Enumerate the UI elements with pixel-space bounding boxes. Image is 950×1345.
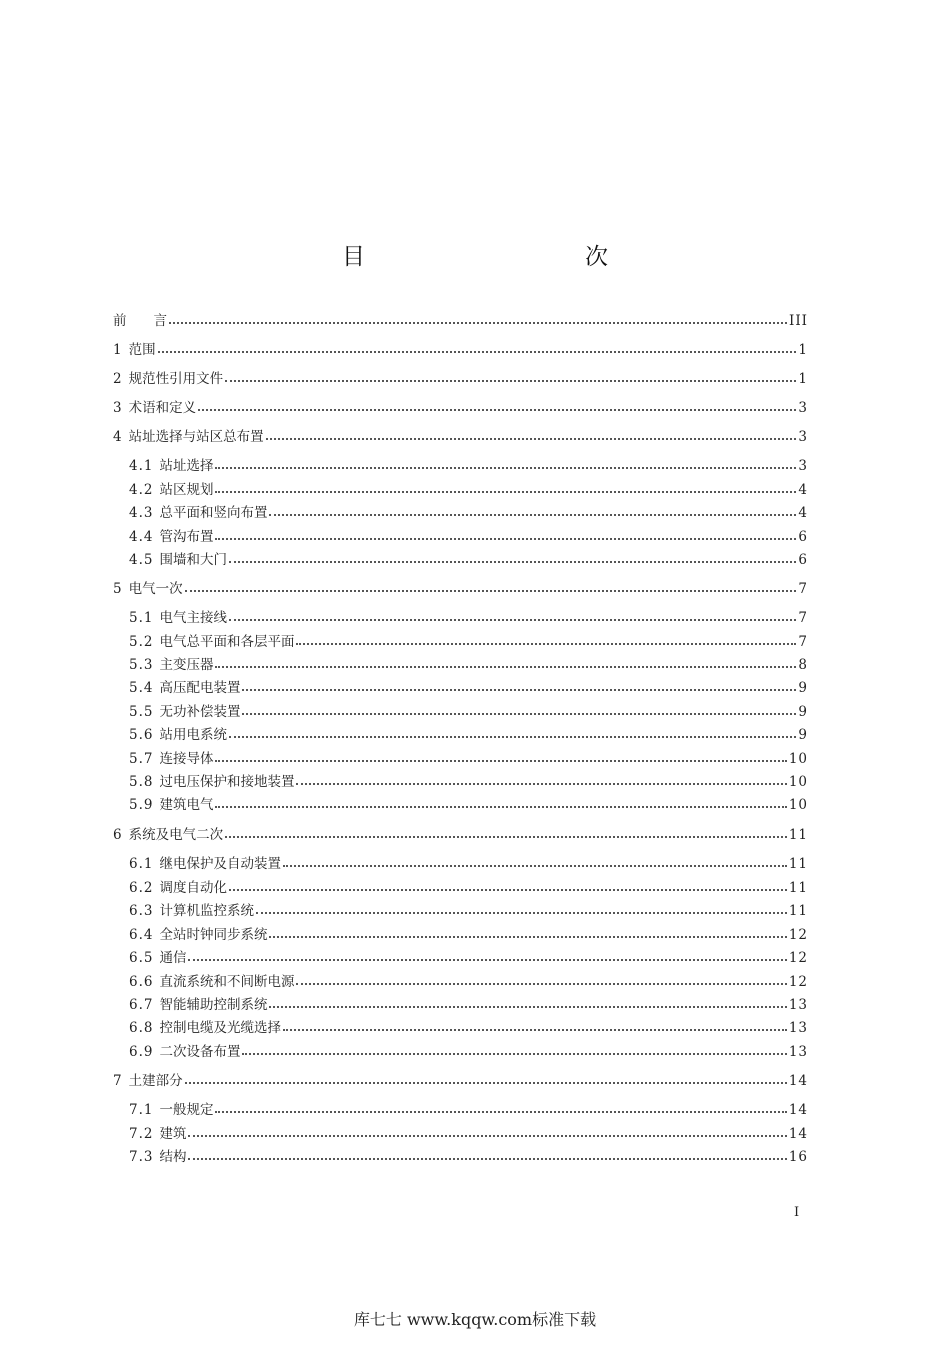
toc-entry[interactable]	[129, 455, 808, 477]
toc-entry-number: 7.3	[129, 1149, 154, 1165]
toc-entry-label: 通信	[159, 950, 187, 966]
toc-entry-label: 规范性引用文件	[128, 371, 224, 387]
toc-entry-page: 11	[788, 856, 808, 872]
toc-entry[interactable]	[113, 310, 808, 332]
toc-entry-page: 9	[798, 680, 808, 696]
toc-entry-label: 全站时钟同步系统	[159, 927, 268, 943]
toc-entry-page: 4	[798, 505, 808, 521]
toc-entry[interactable]	[129, 607, 808, 629]
toc-entry[interactable]	[129, 877, 808, 899]
toc-entry-page: 11	[788, 880, 808, 896]
toc-entry-label: 控制电缆及光缆选择	[159, 1020, 281, 1036]
toc-leader-dots	[283, 864, 787, 867]
toc-entry[interactable]	[129, 1099, 808, 1121]
toc-entry-label: 二次设备布置	[159, 1044, 241, 1060]
toc-entry-number: 4	[113, 429, 123, 445]
toc-entry[interactable]	[129, 853, 808, 875]
page-title: 目 次	[342, 244, 666, 270]
toc-leader-dots	[229, 560, 796, 563]
toc-entry-page: 9	[798, 704, 808, 720]
toc-entry-label: 结构	[159, 1149, 187, 1165]
toc-entry-page: 11	[788, 827, 808, 843]
toc-leader-dots	[215, 1110, 786, 1113]
toc-entry-number: 7.2	[129, 1126, 154, 1142]
toc-entry[interactable]	[129, 677, 808, 699]
toc-leader-dots	[185, 589, 797, 592]
toc-entry-number: 4.2	[129, 482, 154, 498]
toc-entry-number: 6.2	[129, 880, 154, 896]
toc-entry-page: 7	[798, 634, 808, 650]
toc-entry-page: 4	[798, 482, 808, 498]
toc-entry-page: 3	[798, 400, 808, 416]
toc-leader-dots	[188, 1134, 786, 1137]
toc-entry[interactable]	[129, 900, 808, 922]
toc-leader-dots	[242, 712, 796, 715]
toc-entry-page: III	[789, 313, 808, 329]
toc-entry-number: 4.1	[129, 458, 154, 474]
toc-entry[interactable]	[129, 924, 808, 946]
toc-entry[interactable]	[129, 526, 808, 548]
toc-leader-dots	[185, 1081, 787, 1084]
toc-entry-page: 6	[798, 552, 808, 568]
toc-leader-dots	[215, 466, 796, 469]
toc-entry-label: 高压配电装置	[159, 680, 241, 696]
toc-entry[interactable]	[129, 1041, 808, 1063]
toc-entry-label: 建筑	[159, 1126, 187, 1142]
toc-leader-dots	[215, 490, 796, 493]
toc-entry[interactable]	[129, 724, 808, 746]
toc-entry[interactable]	[113, 426, 808, 448]
toc-entry-label: 电气主接线	[159, 610, 227, 626]
toc-entry[interactable]	[113, 1070, 808, 1092]
toc-leader-dots	[283, 1028, 787, 1031]
toc-entry-page: 3	[798, 458, 808, 474]
toc-entry-number: 5.3	[129, 657, 154, 673]
toc-entry-page: 10	[788, 797, 808, 813]
toc-entry[interactable]	[113, 368, 808, 390]
toc-entry-label: 建筑电气	[159, 797, 214, 813]
toc-entry-page: 11	[788, 903, 808, 919]
toc-entry-label: 继电保护及自动装置	[159, 856, 281, 872]
toc-entry-page: 9	[798, 727, 808, 743]
toc-entry-number: 5.9	[129, 797, 154, 813]
toc-entry-page: 13	[788, 1020, 808, 1036]
toc-entry-label: 前 言	[113, 313, 167, 329]
toc-leader-dots	[215, 665, 796, 668]
toc-entry-number: 6.3	[129, 903, 154, 919]
footer-watermark: 库七七 www.kqqw.com标准下载	[353, 1310, 597, 1329]
toc-leader-dots	[225, 835, 787, 838]
toc-entry-label: 无功补偿装置	[159, 704, 241, 720]
toc-entry-page: 12	[788, 950, 808, 966]
toc-entry-number: 5.8	[129, 774, 154, 790]
toc-entry-label: 计算机监控系统	[159, 903, 254, 919]
toc-entry-page: 12	[788, 974, 808, 990]
toc-entry[interactable]	[129, 994, 808, 1016]
toc-entry-label: 调度自动化	[159, 880, 227, 896]
toc-entry-label: 土建部分	[128, 1073, 183, 1089]
toc-leader-dots	[269, 1005, 786, 1008]
toc-entry-label: 站区规划	[159, 482, 214, 498]
toc-entry-page: 16	[788, 1149, 808, 1165]
toc-entry-number: 5.5	[129, 704, 154, 720]
toc-entry[interactable]	[129, 701, 808, 723]
toc-leader-dots	[225, 379, 796, 382]
toc-entry-number: 5.7	[129, 751, 154, 767]
toc-leader-dots	[229, 735, 796, 738]
toc-leader-dots	[169, 321, 787, 324]
toc-leader-dots	[269, 513, 796, 516]
toc-entry-label: 管沟布置	[159, 529, 214, 545]
toc-entry-label: 智能辅助控制系统	[159, 997, 268, 1013]
toc-entry[interactable]	[129, 1146, 808, 1168]
toc-entry-page: 14	[788, 1126, 808, 1142]
toc-entry-number: 5	[113, 581, 123, 597]
toc-entry-page: 14	[788, 1102, 808, 1118]
toc-entry-label: 总平面和竖向布置	[159, 505, 268, 521]
toc-entry-label: 电气一次	[128, 581, 183, 597]
toc-entry-number: 6.5	[129, 950, 154, 966]
toc-entry[interactable]	[113, 397, 808, 419]
page-number: I	[794, 1205, 800, 1220]
toc-leader-dots	[296, 642, 796, 645]
toc-leader-dots	[215, 537, 796, 540]
toc-entry-number: 2	[113, 371, 123, 387]
toc-entry[interactable]	[129, 1017, 808, 1039]
toc-leader-dots	[296, 982, 786, 985]
toc-entry-label: 系统及电气二次	[128, 827, 224, 843]
toc-entry-page: 13	[788, 997, 808, 1013]
toc-entry[interactable]	[129, 631, 808, 653]
toc-entry-page: 1	[798, 342, 808, 358]
toc-entry-label: 站址选择与站区总布置	[128, 429, 264, 445]
toc-entry-page: 10	[788, 751, 808, 767]
toc-entry-label: 范围	[128, 342, 156, 358]
toc-entry-number: 6	[113, 827, 123, 843]
toc-leader-dots	[242, 1052, 786, 1055]
toc-entry[interactable]	[129, 794, 808, 816]
toc-entry[interactable]	[129, 971, 808, 993]
toc-entry-label: 术语和定义	[128, 400, 197, 416]
toc-entry-number: 3	[113, 400, 123, 416]
toc-entry-label: 站址选择	[159, 458, 214, 474]
toc-entry[interactable]	[129, 947, 808, 969]
toc-entry[interactable]	[129, 771, 808, 793]
toc-entry-page: 12	[788, 927, 808, 943]
toc-entry-page: 10	[788, 774, 808, 790]
toc-entry[interactable]	[129, 549, 808, 571]
toc-entry-page: 1	[798, 371, 808, 387]
toc-entry-number: 6.8	[129, 1020, 154, 1036]
toc-entry-number: 7	[113, 1073, 123, 1089]
toc-entry-label: 一般规定	[159, 1102, 214, 1118]
toc-entry-page: 8	[798, 657, 808, 673]
toc-entry-label: 电气总平面和各层平面	[159, 634, 295, 650]
toc-entry[interactable]	[129, 654, 808, 676]
toc-entry-label: 连接导体	[159, 751, 214, 767]
toc-entry-label: 直流系统和不间断电源	[159, 974, 295, 990]
toc-entry-page: 3	[798, 429, 808, 445]
toc-leader-dots	[229, 888, 787, 891]
toc-leader-dots	[188, 958, 786, 961]
toc-entry-number: 4.3	[129, 505, 154, 521]
toc-entry[interactable]	[129, 479, 808, 501]
toc-leader-dots	[296, 782, 786, 785]
toc-leader-dots	[215, 805, 786, 808]
toc-entry[interactable]	[129, 502, 808, 524]
toc-entry[interactable]	[113, 824, 808, 846]
toc-entry-number: 6.6	[129, 974, 154, 990]
toc-entry-number: 5.6	[129, 727, 154, 743]
toc-entry-number: 5.2	[129, 634, 154, 650]
toc-leader-dots	[188, 1157, 786, 1160]
toc-entry-label: 过电压保护和接地装置	[159, 774, 295, 790]
toc-entry-page: 13	[788, 1044, 808, 1060]
toc-entry[interactable]	[129, 1123, 808, 1145]
toc-leader-dots	[266, 437, 797, 440]
toc-entry-number: 6.7	[129, 997, 154, 1013]
toc-leader-dots	[198, 408, 796, 411]
toc-entry-number: 6.4	[129, 927, 154, 943]
toc-leader-dots	[269, 935, 786, 938]
toc-entry-number: 1	[113, 342, 123, 358]
toc-entry-number: 7.1	[129, 1102, 154, 1118]
toc-entry-label: 主变压器	[159, 657, 214, 673]
toc-leader-dots	[242, 688, 796, 691]
toc-entry-number: 4.5	[129, 552, 154, 568]
toc-leader-dots	[215, 759, 786, 762]
toc-leader-dots	[229, 618, 796, 621]
toc-leader-dots	[256, 911, 787, 914]
toc-entry-page: 14	[788, 1073, 808, 1089]
toc-entry[interactable]	[113, 339, 808, 361]
toc-leader-dots	[158, 350, 797, 353]
toc-entry-label: 站用电系统	[159, 727, 227, 743]
toc-entry-number: 6.1	[129, 856, 154, 872]
toc-entry-number: 4.4	[129, 529, 154, 545]
toc-entry-page: 6	[798, 529, 808, 545]
toc-entry-number: 5.1	[129, 610, 154, 626]
toc-entry-number: 5.4	[129, 680, 154, 696]
toc-entry[interactable]	[113, 578, 808, 600]
toc-entry-number: 6.9	[129, 1044, 154, 1060]
toc-entry-page: 7	[798, 610, 808, 626]
toc-entry-page: 7	[798, 581, 808, 597]
toc-entry-label: 围墙和大门	[159, 552, 227, 568]
toc-entry[interactable]	[129, 748, 808, 770]
